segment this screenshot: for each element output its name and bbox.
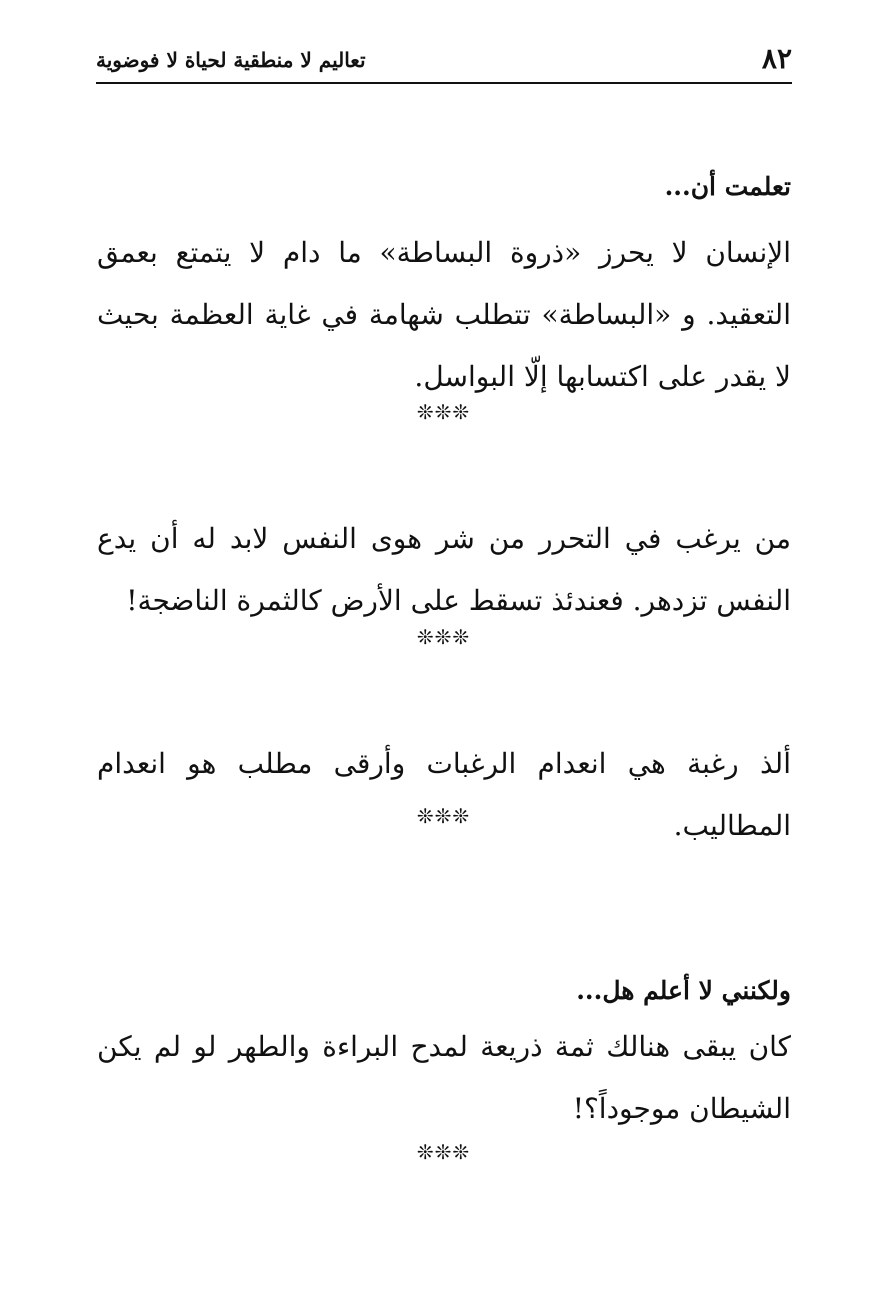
running-title: تعاليم لا منطقية لحياة لا فوضوية bbox=[96, 48, 366, 72]
paragraph-sweetest-desire: ألذ رغبة هي انعدام الرغبات وأرقى مطلب هو انعدام المطاليب. bbox=[97, 747, 791, 842]
page-header bbox=[96, 40, 792, 84]
section-heading-wonder: ولكنني لا أعلم هل... bbox=[576, 976, 791, 1005]
paragraph-innocence: كان يبقى هنالك ثمة ذريعة لمدح البراءة والطهر لو لم يكن الشيطان موجوداً؟! bbox=[97, 1030, 791, 1125]
section-divider: ❊❊❊ bbox=[416, 400, 471, 424]
paragraph-desire: من يرغب في التحرر من شر هوى النفس لابد له أن يدع النفس تزدهر. فعندئذ تسقط على الأرض كالثمرة الناضجة! bbox=[97, 522, 791, 617]
section-divider: ❊❊❊ bbox=[416, 804, 471, 828]
section-divider: ❊❊❊ bbox=[416, 625, 471, 649]
section-heading-learned: تعلمت أن... bbox=[664, 172, 791, 201]
page-number: ٨٢ bbox=[761, 42, 792, 75]
section-divider: ❊❊❊ bbox=[416, 1140, 471, 1164]
paragraph-simplicity: الإنسان لا يحرز «ذروة البساطة» ما دام لا يتمتع بعمق التعقيد. و «البساطة» تتطلب شهامة في غاية العظمة بحيث لا يقدر على اكتسابها إلّا البواسل. bbox=[97, 236, 791, 393]
